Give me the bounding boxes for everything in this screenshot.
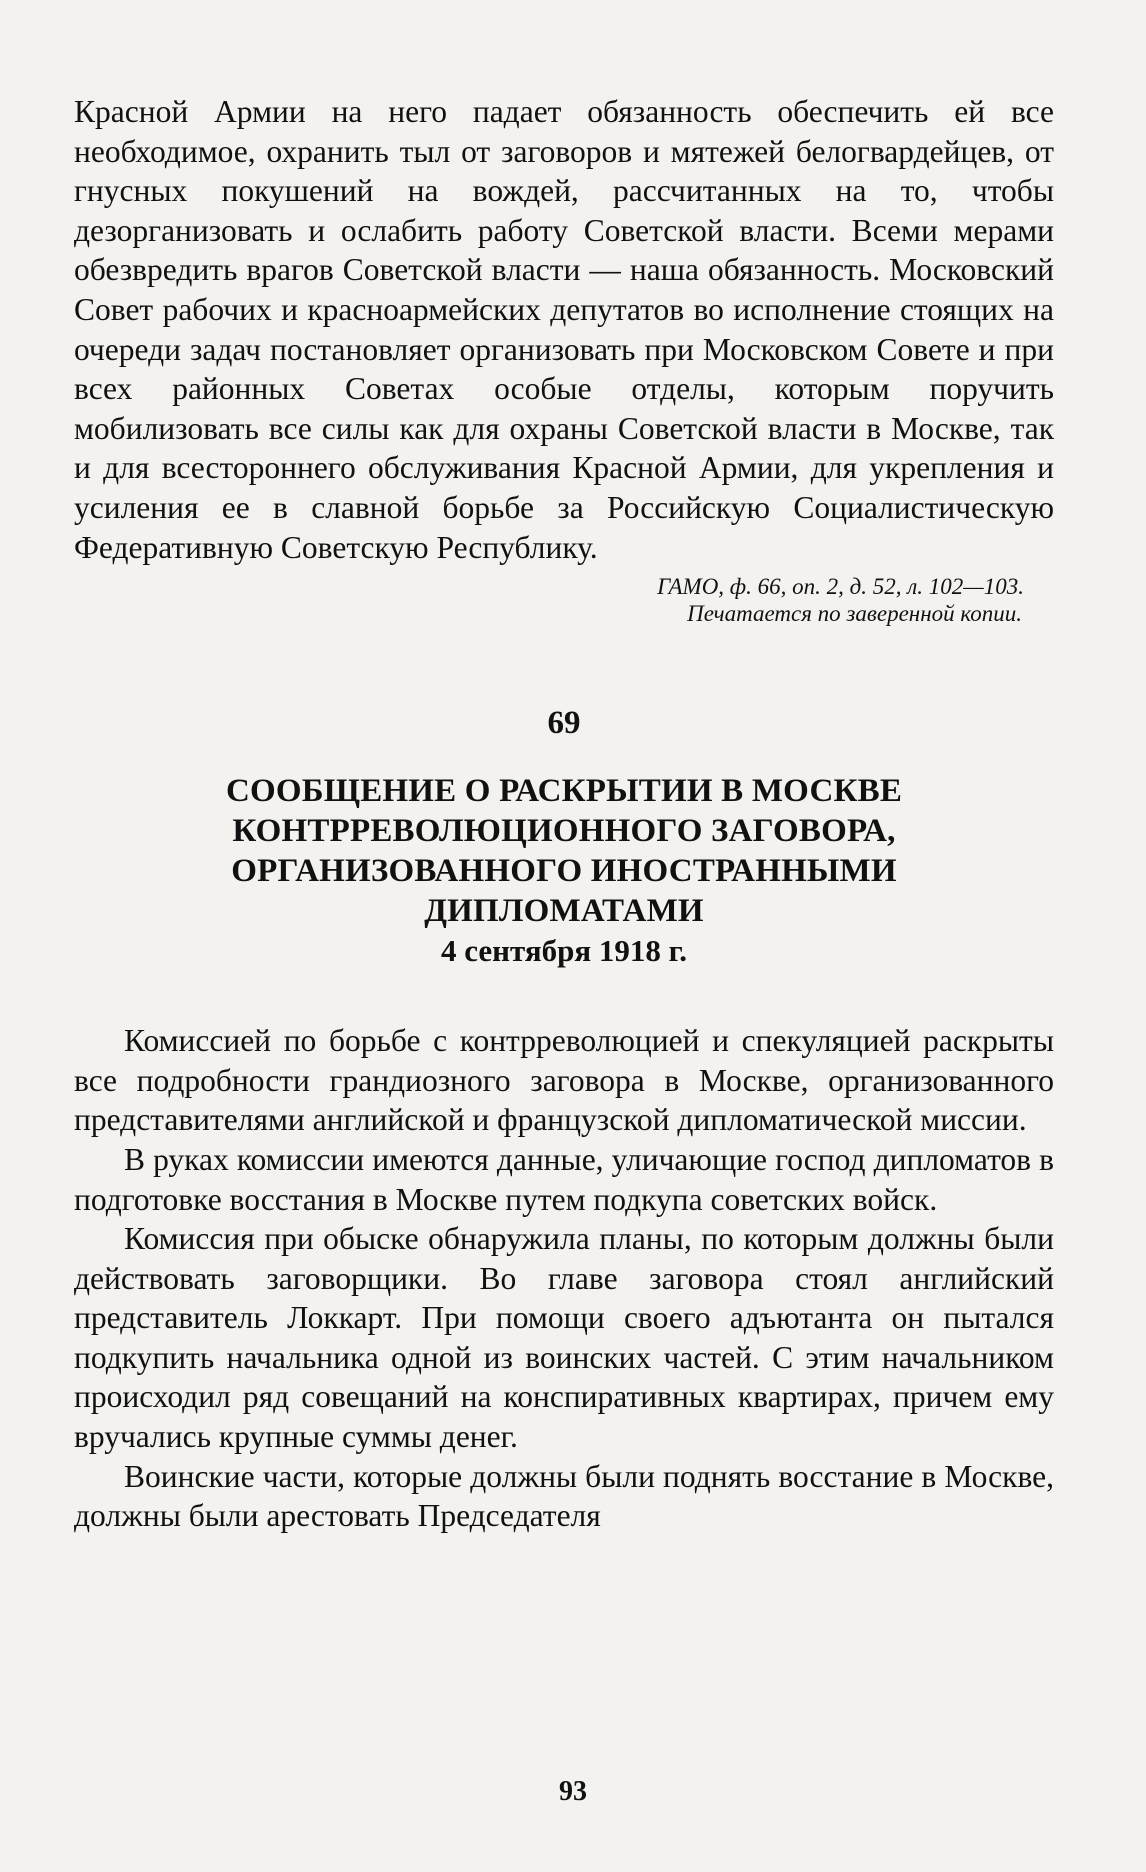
document-title — [74, 771, 1054, 931]
document-body — [74, 1021, 1054, 1536]
continued-paragraph: Красной Армии на него падает обязанность обеспечить ей все необходимое, охранить тыл от заговоров и мятежей белогвардейцев, от гнусных покушений на вождей, рассчитанных на то, чтобы дезорганизовать и ослабить работу Советской власти. Всеми мерами обезвредить врагов Советской власти — наша обязанность. Московский Совет рабочих и красноармейских депутатов во исполнение стоящих на очереди задач постановляет организовать при Московском Совете и при всех районных Советах особые отделы, которым поручить мобилизовать все силы как для охраны Советской власти в Москве, так и для всестороннего обслуживания Красной Армии, для укрепления и усиления ее в славной борьбе за Российскую Социалистическую Федеративную Советскую Республику. — [74, 94, 1054, 565]
document-number: 69 — [547, 705, 581, 742]
body-paragraph: В руках комиссии имеются данные, уличающие господ дипломатов в подготовке восстания в Москве путем подкупа советских войск. — [74, 1141, 1054, 1217]
title-line: КОНТРРЕВОЛЮЦИОННОГО ЗАГОВОРА, — [232, 813, 896, 850]
page-number: 93 — [559, 1776, 587, 1807]
document-date: 4 сентября 1918 г. — [441, 933, 687, 969]
body-paragraph: Воинские части, которые должны были поднять восстание в Москве, должны были арестовать Председателя — [74, 1458, 1054, 1534]
body-paragraph: Комиссией по борьбе с контрреволюцией и спекуляцией раскрыты все подробности грандиозного заговора в Москве, организованного представителями английской и французской дипломатической миссии. — [74, 1023, 1054, 1138]
title-line: ОРГАНИЗОВАННОГО ИНОСТРАННЫМИ — [231, 853, 897, 890]
archive-reference: ГАМО, ф. 66, оп. 2, д. 52, л. 102—103. — [657, 574, 1024, 600]
title-line: СООБЩЕНИЕ О РАСКРЫТИИ В МОСКВЕ — [225, 773, 903, 810]
title-line: ДИПЛОМАТАМИ — [424, 893, 704, 930]
body-paragraph: Комиссия при обыске обнаружила планы, по которым должны были действовать заговорщики. Во главе заговора стоял английский представитель Локкарт. При помощи своего адъютанта он пытался подкупить начальника одной из воинских частей. С этим начальником происходил ряд совещаний на конспиративных квартирах, причем ему вручались крупные суммы денег. — [74, 1221, 1054, 1455]
print-source-note: Печатается по заверенной копии. — [687, 601, 1022, 627]
archive-source-note — [74, 573, 1054, 627]
